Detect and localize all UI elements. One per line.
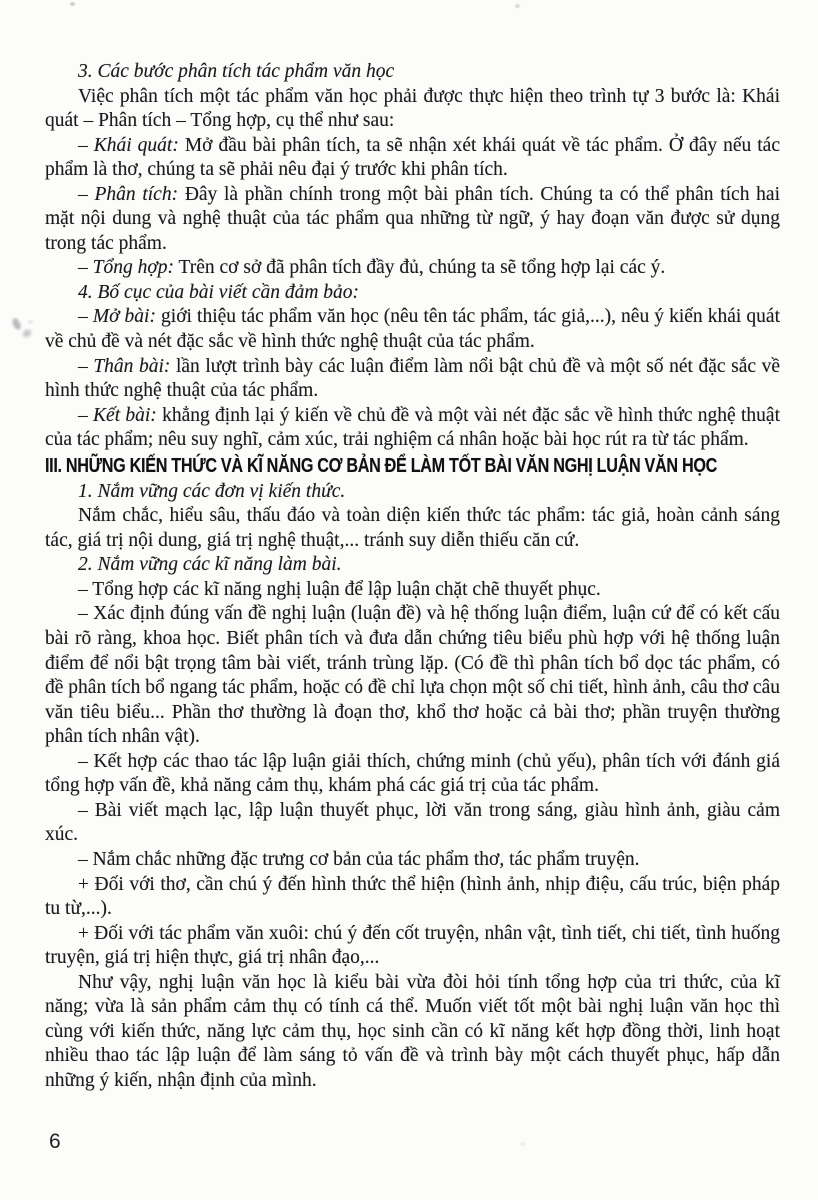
paragraph-text: Trên cơ sở đã phân tích đầy đủ, chúng ta sẽ tổng hợp lại các ý. [174, 257, 666, 279]
subsection-heading [45, 60, 780, 85]
paragraph-text: Nắm chắc, hiểu sâu, thấu đáo và toàn diện kiến thức tác phẩm: tác giả, hoàn cảnh sáng tác, giá trị nội dung, giá trị nghệ thuật,... tránh suy diễn thiếu căn cứ. [45, 505, 780, 551]
paragraph [45, 750, 780, 799]
paragraph-lead: 2. Nắm vững các kĩ năng làm bài. [78, 554, 342, 576]
paragraph-lead: – Phân tích: [78, 183, 179, 205]
paragraph-lead: – Tổng hợp: [78, 257, 174, 279]
paragraph-lead: 1. Nắm vững các đơn vị kiến thức. [78, 480, 346, 502]
paragraph-text: Việc phân tích một tác phẩm văn học phải được thực hiện theo trình tự 3 bước là: Khái quát – Phân tích – Tổng hợp, cụ thể như sau: [45, 85, 780, 132]
paragraph [45, 355, 780, 404]
paragraph-text: + Đối với tác phẩm văn xuôi: chú ý đến cốt truyện, nhân vật, tình tiết, chi tiết, tình huống truyện, giá trị hiện thực, giá trị nhân đạo,... [45, 922, 780, 969]
subsection-heading [45, 281, 780, 306]
scan-specks [70, 2, 75, 6]
section-heading [45, 453, 780, 480]
paragraph [45, 85, 780, 134]
paragraph-text: + Đối với thơ, cần chú ý đến hình thức thể hiện (hình ảnh, nhịp điệu, cấu trúc, biện pháp tu từ,...). [45, 873, 780, 920]
paragraph [45, 404, 780, 453]
ink-smudge [10, 317, 22, 331]
paragraph [45, 504, 780, 553]
paragraph-text: – Kết hợp các thao tác lập luận giải thích, chứng minh (chủ yếu), phân tích với đánh giá tổng hợp vấn đề, khả năng cảm thụ, khám phá các giá trị của tác phẩm. [45, 750, 780, 797]
paragraph-lead: – Mở bài: [78, 306, 156, 328]
page-number: 6 [49, 1130, 61, 1153]
paragraph [45, 578, 780, 603]
paragraph-text: – Tổng hợp các kĩ năng nghị luận để lập luận chặt chẽ thuyết phục. [78, 578, 601, 600]
subsection-heading [45, 553, 780, 578]
paragraph-text: – Bài viết mạch lạc, lập luận thuyết phục, lời văn trong sáng, giàu hình ảnh, giàu cảm xúc. [45, 799, 780, 846]
paragraph [45, 971, 780, 1094]
paragraph [45, 183, 780, 257]
paragraph-lead: – Khái quát: [78, 134, 179, 156]
paragraph [45, 848, 780, 873]
page-text [45, 60, 780, 1093]
paragraph-lead: – Thân bài: [78, 355, 171, 377]
paragraph-lead: 3. Các bước phân tích tác phẩm văn học [78, 61, 395, 82]
paragraph [45, 305, 780, 354]
paragraph-text: – Xác định đúng vấn đề nghị luận (luận đề) và hệ thống luận điểm, luận cứ để có kết cấu bài rõ ràng, khoa học. Biết phân tích và đưa dẫn chứng tiêu biểu phù hợp với hệ thống luận điểm để nổi bật trọng tâm bài viết, tránh trùng lặp. (Có đề thì phân tích bổ dọc tác phẩm, có đề phân tích bổ ngang tác phẩm, hoặc có đề chỉ lựa chọn một số chi tiết, hình ảnh, câu thơ câu văn tiêu biểu... Phần thơ thường là đoạn thơ, khổ thơ hoặc cả bài thơ; phần truyện thường phân tích nhân vật). [45, 603, 780, 748]
paragraph-text: lần lượt trình bày các luận điểm làm nổi bật chủ đề và một số nét đặc sắc về hình thức nghệ thuật của tác phẩm. [45, 355, 780, 402]
paragraph-text: giới thiệu tác phẩm văn học (nêu tên tác phẩm, tác giả,...), nêu ý kiến khái quát về chủ đề và nét đặc sắc về hình thức nghệ thuật của tác phẩm. [45, 306, 780, 353]
paragraph [45, 134, 780, 183]
paragraph-text: Như vậy, nghị luận văn học là kiểu bài vừa đòi hỏi tính tổng hợp của tri thức, của kĩ năng; vừa là sản phẩm cảm thụ có tính cá thể. Muốn viết tốt một bài nghị luận văn học thì cùng với kiến thức, năng lực cảm thụ, học sinh cần có kĩ năng kết hợp đồng thời, linh hoạt nhiều thao tác lập luận để làm sáng tỏ vấn đề và trình bày một cách thuyết phục, hấp dẫn những ý kiến, nhận định của mình. [45, 971, 780, 1091]
paragraph-text: Đây là phần chính trong một bài phân tích. Chúng ta có thể phân tích hai mặt nội dung và nghệ thuật của tác phẩm qua những từ ngữ, ý hay đoạn văn được sử dụng trong tác phẩm. [45, 183, 780, 254]
paragraph-lead: – Kết bài: [78, 404, 157, 426]
paragraph-text: – Nắm chắc những đặc trưng cơ bản của tác phẩm thơ, tác phẩm truyện. [78, 848, 640, 870]
paragraph-lead: 4. Bố cục của bài viết cần đảm bảo: [78, 281, 360, 303]
subsection-heading [45, 480, 780, 505]
paragraph [45, 873, 780, 922]
paragraph [45, 799, 780, 848]
section-heading-text: III. NHỮNG KIẾN THỨC VÀ KĨ NĂNG CƠ BẢN ĐỂ LÀM TỐT BÀI VĂN NGHỊ LUẬN VĂN HỌC [45, 453, 717, 477]
paragraph-text: Mở đầu bài phân tích, ta sẽ nhận xét khái quát về tác phẩm. Ở đây nếu tác phẩm là thơ, chúng ta sẽ phải nêu đại ý trước khi phân tích. [45, 134, 780, 181]
paragraph-text: khẳng định lại ý kiến về chủ đề và một vài nét đặc sắc về hình thức nghệ thuật của tác phẩm; nêu suy nghĩ, cảm xúc, trải nghiệm cá nhân hoặc bài học rút ra từ tác phẩm. [45, 404, 780, 451]
paragraph [45, 602, 780, 749]
paragraph [45, 922, 780, 971]
paragraph [45, 256, 780, 281]
